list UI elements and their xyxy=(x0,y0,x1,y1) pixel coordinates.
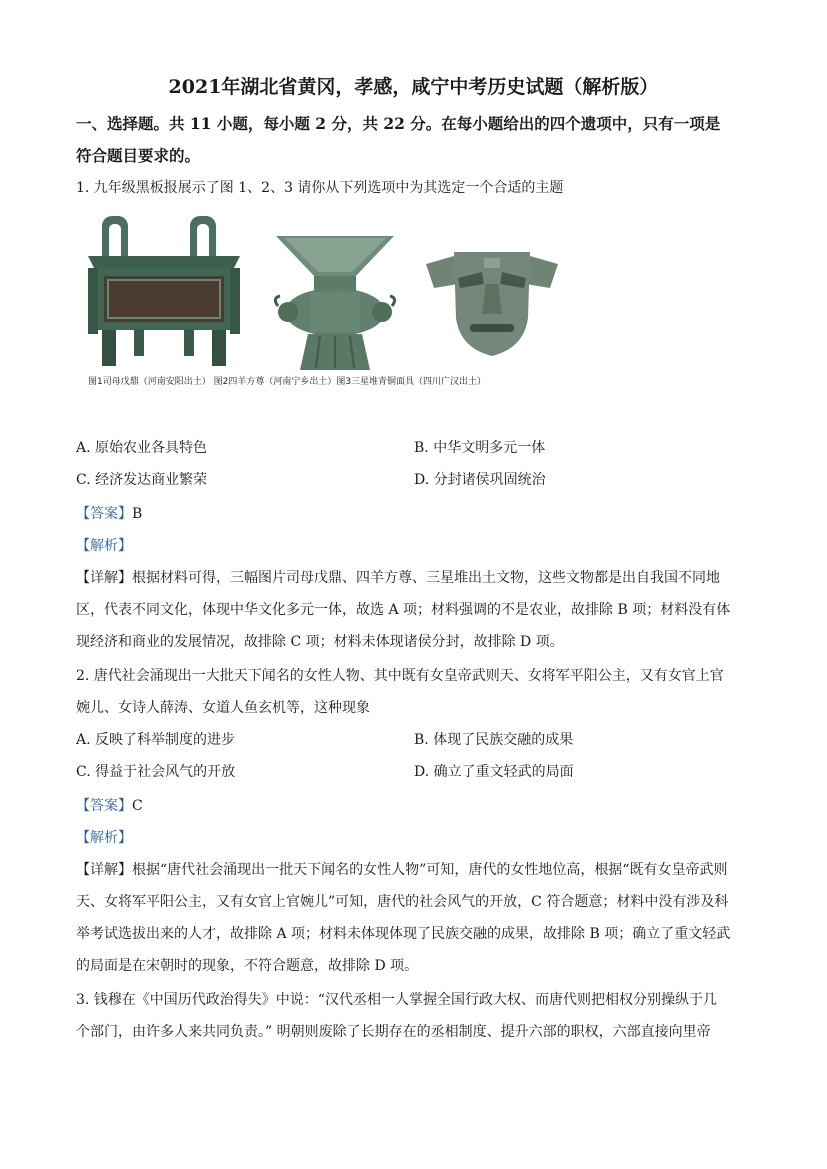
q1-option-b: B. 中华文明多元一体 xyxy=(414,440,546,456)
q1-figure-caption: 图1司母戊鼎（河南安阳出土） 图2四羊方尊（河南宁乡出土）图3三星堆青铜面具（四川广汉出土） xyxy=(88,377,487,387)
q1-detail-label: 【详解】 xyxy=(76,570,132,586)
q1-option-d: D. 分封诸侯巩固统治 xyxy=(414,472,546,488)
q2-stem-line-1: 2. 唐代社会涌现出一大批天下闻名的女性人物、其中既有女皇帝武则天、女将军平阳公主，又有女官上官 xyxy=(76,668,724,684)
q2-answer xyxy=(76,796,143,816)
page-title: 2021年湖北省黄冈，孝感，咸宁中考历史试题（解析版） xyxy=(168,76,659,98)
q2-analysis-label: 【解析】 xyxy=(76,830,132,846)
q2-detail-line-3: 举考试选拔出来的人才，故排除 A 项；材料未体现体现了民族交融的成果，故排除 B 项；确立了重文轻武 xyxy=(76,926,731,942)
section-heading-line-1: 一、选择题。共 11 小题，每小题 2 分，共 22 分。在每小题给出的四个遗项中，只有一项是 xyxy=(76,114,721,133)
q1-analysis-label: 【解析】 xyxy=(76,538,132,554)
ding-image xyxy=(84,212,244,372)
q2-option-b: B. 体现了民族交融的成果 xyxy=(414,732,574,748)
q2-option-d: D. 确立了重文轻武的局面 xyxy=(414,764,574,780)
q2-detail-label: 【详解】 xyxy=(76,862,132,878)
q1-stem: 1. 九年级黑板报展示了图 1、2、3 请你从下列选项中为其选定一个合适的主题 xyxy=(76,180,564,196)
q2-option-a: A. 反映了科举制度的进步 xyxy=(76,732,236,748)
q2-detail-line-4: 的局面是在宋朝时的现象，不符合题意，故排除 D 项。 xyxy=(76,958,419,974)
square-zun-image xyxy=(270,232,400,372)
section-heading-line-2: 符合题目要求的。 xyxy=(76,146,201,165)
q1-figures xyxy=(84,212,564,392)
q1-detail-text: 根据材料可得，三幅图片司母戊鼎、四羊方尊、三星堆出土文物，这些文物都是出自我国不同地 xyxy=(132,570,720,586)
q1-option-a: A. 原始农业各具特色 xyxy=(76,440,208,456)
q2-detail-line-2: 天、女将军平阳公主，又有女官上官婉儿”可知，唐代的社会风气的开放，C 符合题意；材料中没有涉及科 xyxy=(76,894,729,910)
q1-detail-line-2: 区，代表不同文化，体现中华文化多元一体，故选 A 项；材料强调的不是农业，故排除 B 项；材料没有体 xyxy=(76,602,731,618)
q3-stem-line-1: 3. 钱穆在《中国历代政治得失》中说：“汉代丞相一人掌握全国行政大权、而唐代则把相权分别操纵于几 xyxy=(76,992,717,1008)
q1-answer-label: 【答案】 xyxy=(76,506,132,522)
q1-detail-line-3: 现经济和商业的发展情况，故排除 C 项；材料未体现诸侯分封，故排除 D 项。 xyxy=(76,634,564,650)
q2-answer-value: C xyxy=(132,798,143,814)
q1-answer-value: B xyxy=(132,506,143,522)
bronze-mask-image xyxy=(424,248,560,360)
q2-option-c: C. 得益于社会风气的开放 xyxy=(76,764,236,780)
q2-stem-line-2: 婉儿、女诗人薛涛、女道人鱼玄机等，这种现象 xyxy=(76,700,370,716)
q2-detail-text: 根据“唐代社会涌现出一批天下闻名的女性人物”可知，唐代的女性地位高，根据“既有女皇帝武则 xyxy=(132,862,728,878)
q1-answer xyxy=(76,504,142,524)
q1-option-c: C. 经济发达商业繁荣 xyxy=(76,472,208,488)
q2-answer-label: 【答案】 xyxy=(76,798,132,814)
q2-detail-line-1 xyxy=(76,860,727,880)
q3-stem-line-2: 个部门，由许多人来共同负责。” 明朝则废除了长期存在的丞相制度、提升六部的职权，六部直接向里帝 xyxy=(76,1024,711,1040)
q1-detail-line-1 xyxy=(76,568,720,588)
